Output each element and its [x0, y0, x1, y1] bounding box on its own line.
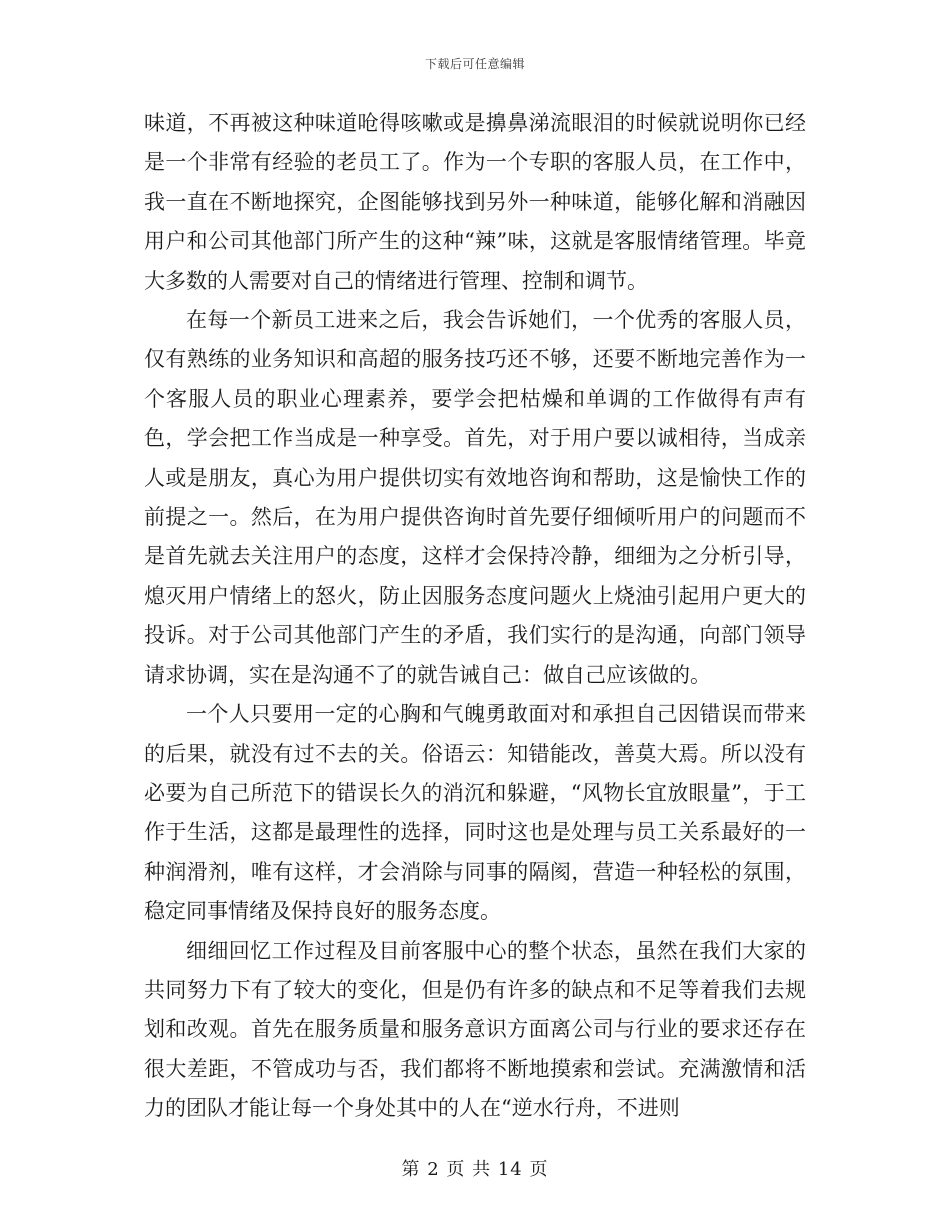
page-header: 下载后可任意编辑	[424, 57, 525, 71]
page-number-footer: 第 2 页 共 14 页	[401, 1159, 549, 1180]
document-body	[144, 104, 806, 1129]
paragraph: 一个人只要用一定的心胸和气魄勇敢面对和承担自己因错误而带来的后果，就没有过不去的关。俗语云：知错能改，善莫大焉。所以没有必要为自己所范下的错误长久的消沉和躲避，“风物长宜放眼量”，于工作于生活，这都是最理性的选择，同时这也是处理与员工关系最好的一种润滑剂，唯有这样，才会消除与同事的隔阂，营造一种轻松的氛围，稳定同事情绪及保持良好的服务态度。	[144, 702, 806, 924]
paragraph-continuation: 味道，不再被这种味道呛得咳嗽或是擤鼻涕流眼泪的时候就说明你已经是一个非常有经验的老员工了。作为一个专职的客服人员，在工作中，我一直在不断地探究，企图能够找到另外一种味道，能够化解和消融因用户和公司其他部门所产生的这种“辣”味，这就是客服情绪管理。毕竟大多数的人需要对自己的情绪进行管理、控制和调节。	[144, 111, 806, 293]
paragraph: 细细回忆工作过程及目前客服中心的整个状态，虽然在我们大家的共同努力下有了较大的变化，但是仍有许多的缺点和不足等着我们去规划和改观。首先在服务质量和服务意识方面离公司与行业的要求还存在很大差距，不管成功与否，我们都将不断地摸索和尝试。充满激情和活力的团队才能让每一个身处其中的人在“逆水行舟，不进则	[144, 938, 806, 1121]
paragraph: 在每一个新员工进来之后，我会告诉她们，一个优秀的客服人员，仅有熟练的业务知识和高超的服务技巧还不够，还要不断地完善作为一个客服人员的职业心理素养，要学会把枯燥和单调的工作做得有声有色，学会把工作当成是一种享受。首先，对于用户要以诚相待，当成亲人或是朋友，真心为用户提供切实有效地咨询和帮助，这是愉快工作的前提之一。然后，在为用户提供咨询时首先要仔细倾听用户的问题而不是首先就去关注用户的态度，这样才会保持冷静，细细为之分析引导，熄灭用户情绪上的怒火，防止因服务态度问题火上烧油引起用户更大的投诉。对于公司其他部门产生的矛盾，我们实行的是沟通，向部门领导请求协调，实在是沟通不了的就告诫自己：做自己应该做的。	[144, 308, 806, 687]
